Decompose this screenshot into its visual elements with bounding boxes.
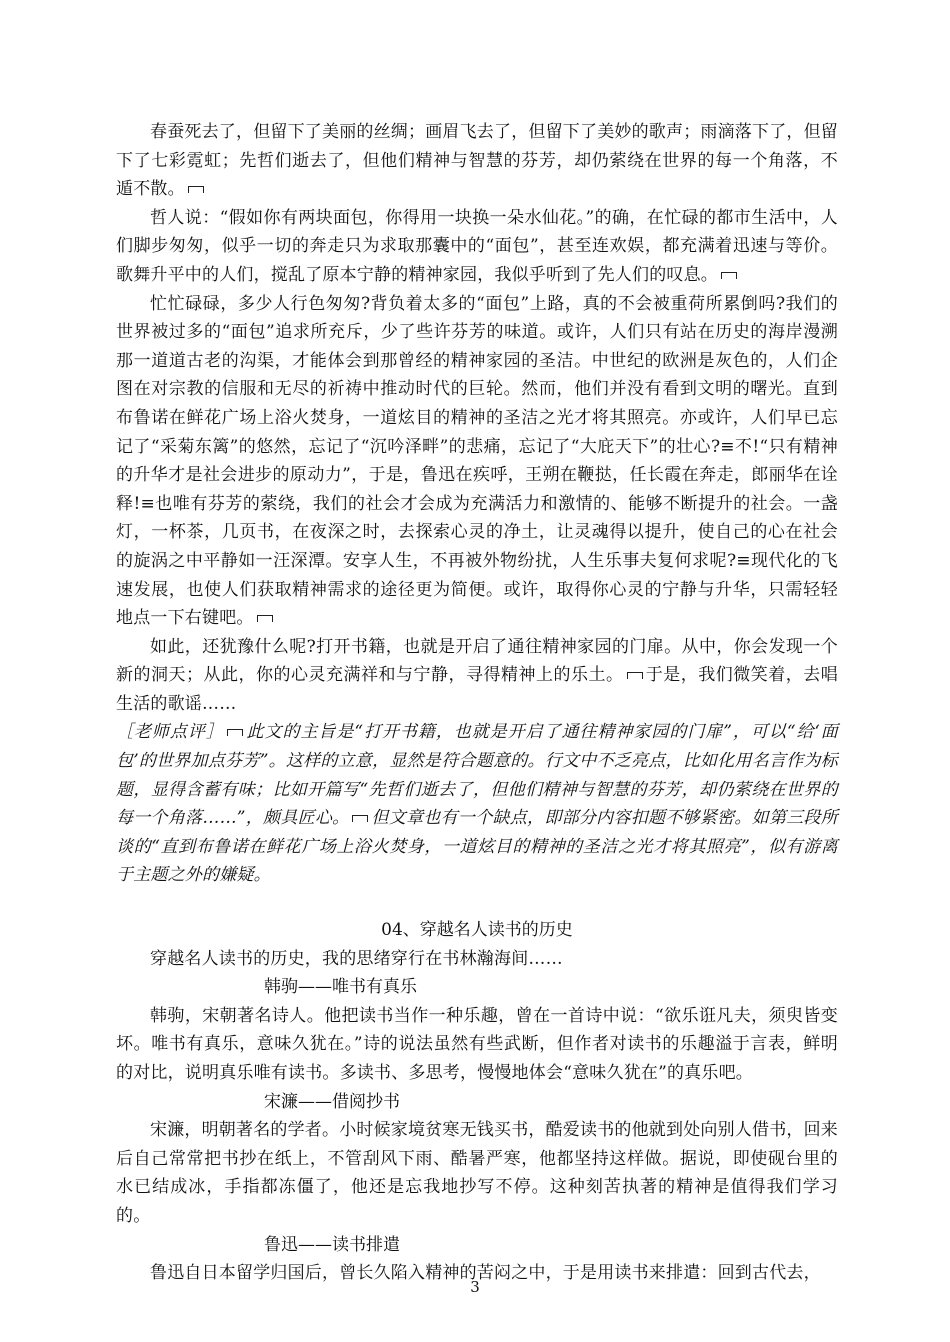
section-spacer (116, 890, 838, 916)
subsection-title-luxun: 鲁迅——读书排遣 (264, 1234, 400, 1255)
paragraph-1-text: 春蚕死去了，但留下了美丽的丝绸；画眉飞去了，但留下了美妙的歌声；雨滴落下了，但留下了七彩霓虹；先哲们逝去了，但他们精神与智慧的芬芳，却仍萦绕在世界的每一个角落，不遁不散。 (116, 122, 838, 200)
paragraph-mark-icon (627, 672, 643, 679)
paragraph-mark-icon (257, 615, 273, 622)
paragraph-4a-text: 如此，还犹豫什么呢?打开书籍，也就是开启了通往精神家园的门扉。从中，你会发现一个新的洞天；从此，你的心灵充满祥和与宁静，寻得精神上的乐土。 (116, 636, 838, 686)
teacher-comment-part1: 此文的主旨是“打开书籍，也就是开启了通往精神家园的门扉”，可以“给‘面包’的世界加点芬芳”。这样的立意，显然是符合题意的。行文中不乏亮点，比如化用名言作为标题，显得含蓄有味；比如开篇写“先哲们逝去了，但他们精神与智慧的芬芳，却仍萦绕在世界的每一个角落……”，颇具匠心。 (116, 722, 839, 829)
paragraph-mark-icon (352, 815, 368, 822)
section-intro: 穿越名人读书的历史，我的思绪穿行在书林瀚海间…… (150, 948, 563, 969)
subsection-title-hanju: 韩驹——唯书有真乐 (264, 977, 417, 998)
subsection-body-hanju: 韩驹，宋朝著名诗人。他把读书当作一种乐趣，曾在一首诗中说：“欲乐诳凡夫，须臾皆变坏。唯书有真乐，意味久犹在。”诗的说法虽然有些武断，但作者对读书的乐趣溢于言表，鲜明的对比，说明真乐唯有读书。多读书、多思考，慢慢地体会“意味久犹在”的真乐吧。 (116, 1005, 838, 1083)
section-title: 04、穿越名人读书的历史 (381, 920, 573, 941)
paragraph-4 (116, 633, 838, 719)
paragraph-4b-text: 于是，我们微笑着，去唱生活的歌谣…… (116, 665, 838, 714)
subsection-title-songlian: 宋濂——借阅抄书 (264, 1091, 400, 1112)
teacher-comment (116, 718, 838, 890)
page-number: 3 (470, 1278, 480, 1296)
teacher-comment-part2: 但文章也有一个缺点，即部分内容扣题不够紧密。如第三段所谈的“直到布鲁诺在鲜花广场上浴火焚身，一道炫目的精神的圣洁之光才将其照亮”，似有游离于主题之外的嫌疑。 (116, 808, 838, 886)
teacher-comment-label: ［老师点评］ (116, 722, 224, 743)
paragraph-3 (116, 290, 838, 633)
paragraph-mark-icon (721, 272, 737, 279)
paragraph-3-text: 忙忙碌碌，多少人行色匆匆?背负着太多的“面包”上路，真的不会被重荷所累倒吗?我们的世界被过多的“面包”追求所充斥，少了些许芬芳的味道。或许，人们只有站在历史的海岸漫溯那一道道古老的沟渠，才能体会到那曾经的精神家园的圣洁。中世纪的欧洲是灰色的，人们企图在对宗教的信服和无尽的祈祷中推动时代的巨轮。然而，他们并没有看到文明的曙光。直到布鲁诺在鲜花广场上浴火焚身，一道炫目的精神的圣洁之光才将其照亮。亦或许，人们早已忘记了“采菊东篱”的悠然，忘记了“沉吟泽畔”的悲痛，忘记了“大庇天下”的壮心?≡不!“只有精神的升华才是社会进步的原动力”，于是，鲁迅在疾呼，王朔在鞭挞，任长霞在奔走，郎丽华在诠释!≡也唯有芬芳的萦绕，我们的社会才会成为充满活力和激情的、能够不断提升的社会。一盏灯，一杯茶，几页书，在夜深之时，去探索心灵的净土，让灵魂得以提升，使自己的心在社会的旋涡之中平静如一汪深潭。安享人生，不再被外物纷扰，人生乐事夫复何求呢?≡现代化的飞速发展，也使人们获取精神需求的途径更为简便。或许，取得你心灵的宁静与升华，只需轻轻地点一下右键吧。 (116, 293, 838, 629)
paragraph-mark-icon (227, 729, 243, 736)
subsection-body-songlian: 宋濂，明朝著名的学者。小时候家境贫寒无钱买书，酷爱读书的他就到处向别人借书，回来后自己常常把书抄在纸上，不管刮风下雨、酷暑严寒，他都坚持这样做。据说，即使砚台里的水已结成冰，手指都冻僵了，他还是忘我地抄写不停。这种刻苦执著的精神是值得我们学习的。 (116, 1120, 838, 1226)
subsection-body-luxun: 鲁迅自日本留学归国后，曾长久陷入精神的苦闷之中，于是用读书来排遣：回到古代去， (150, 1263, 821, 1284)
paragraph-2 (116, 204, 838, 290)
paragraph-mark-icon (188, 186, 204, 193)
paragraph-1 (116, 118, 838, 204)
paragraph-2-text: 哲人说：“假如你有两块面包，你得用一块换一朵水仙花。”的确，在忙碌的都市生活中，人们脚步匆匆，似乎一切的奔走只为求取那囊中的“面包”，甚至连欢娱，都充满着迅速与等价。歌舞升平中的人们，搅乱了原本宁静的精神家园，我似乎听到了先人们的叹息。 (116, 207, 838, 285)
